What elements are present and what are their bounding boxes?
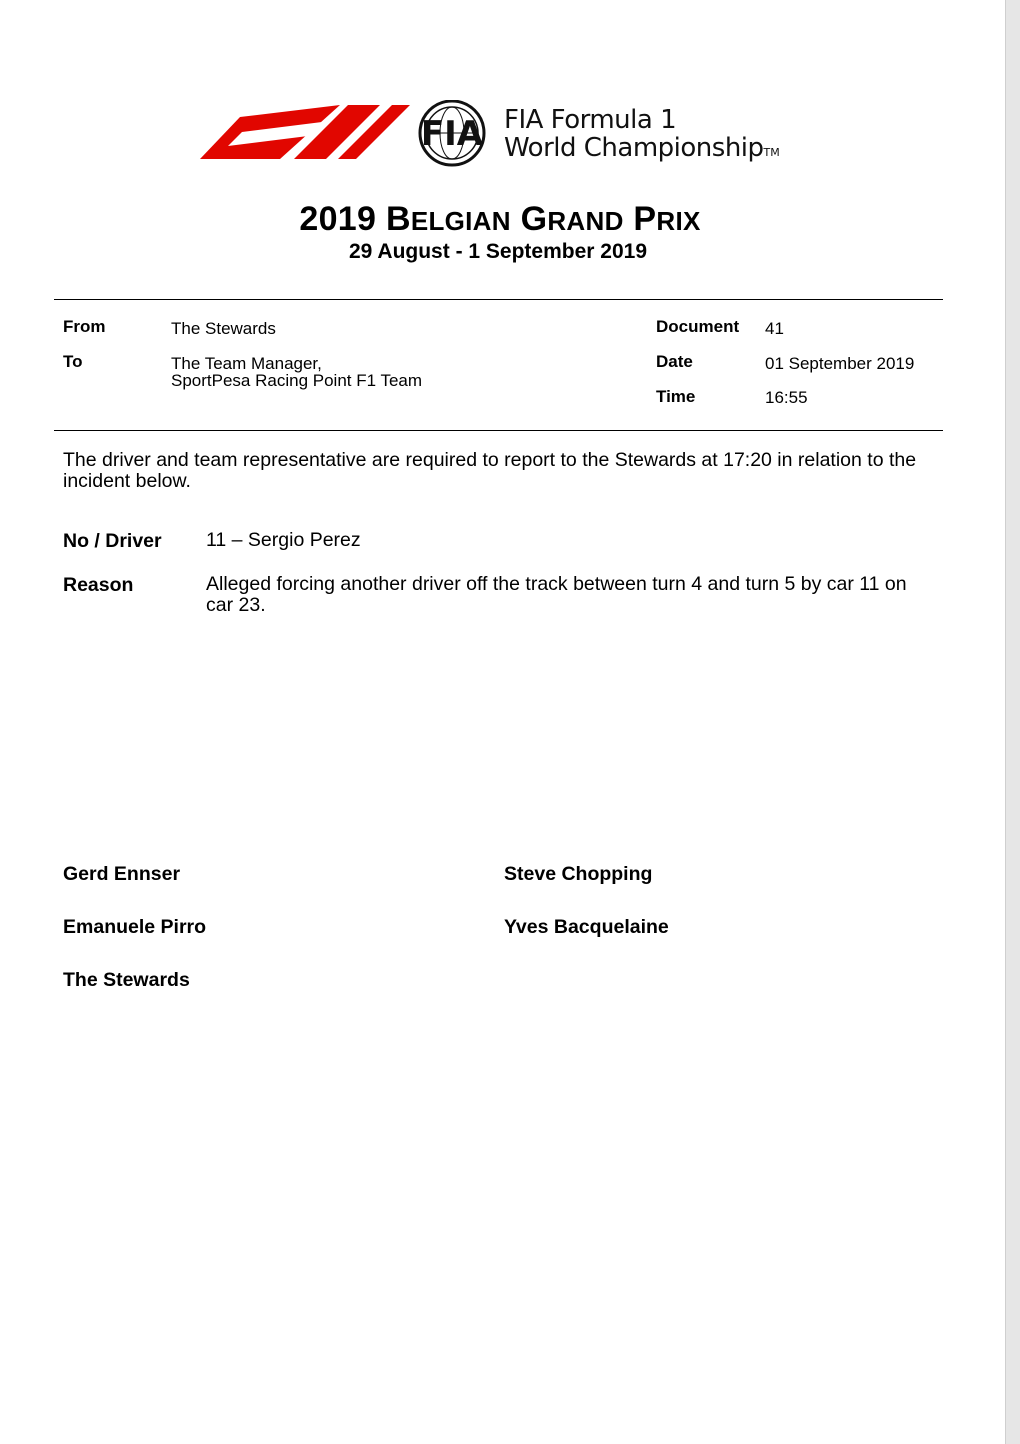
wordmark-line1: FIA Formula 1 [504,105,677,135]
page-edge [1006,0,1020,1444]
to-value-line1: The Team Manager, [171,354,322,373]
to-value-line2: SportPesa Racing Point F1 Team [171,371,423,390]
fia-emblem-icon [420,101,484,165]
signature-yves-bacquelaine: Yves Bacquelaine [504,916,669,938]
fia-mark-text: FIA [420,114,484,154]
trademark-mark: TM [763,146,780,159]
title-year: 2019 [299,200,377,238]
signature-steve-chopping: Steve Chopping [504,863,653,885]
from-value: The Stewards [171,319,276,338]
document-value: 41 [765,319,784,338]
wordmark-line2-text: World Championship [504,133,764,163]
driver-value: 11 – Sergio Perez [206,529,361,551]
to-label: To [63,352,83,371]
reason-value: Alleged forcing another driver off the track between turn 4 and turn 5 by car 11 on car 23. [206,573,907,616]
driver-label: No / Driver [63,530,162,552]
wordmark-line2 [504,134,780,167]
date-value: 01 September 2019 [765,354,915,373]
title-rand: RAND [547,206,624,236]
signature-gerd-ennser: Gerd Ennser [63,863,181,885]
time-value: 16:55 [765,388,808,407]
date-label: Date [656,352,693,371]
event-title [0,200,1000,239]
title-rix: RIX [656,206,701,236]
title-g: G [520,200,548,238]
header-bottom-rule [54,430,943,431]
title-elgian: ELGIAN [410,206,511,236]
title-b: B [385,200,411,238]
title-p: P [633,200,657,238]
signature-the-stewards: The Stewards [63,969,190,991]
championship-wordmark [504,106,780,167]
header-top-rule [54,299,943,300]
from-label: From [63,317,106,336]
intro-paragraph: The driver and team representative are required to report to the Stewards at 17:20 in relation to the incident below. [63,449,917,492]
time-label: Time [656,387,696,406]
reason-label: Reason [63,574,134,596]
event-dates: 29 August - 1 September 2019 [349,240,647,263]
document-label: Document [656,317,740,336]
signature-emanuele-pirro: Emanuele Pirro [63,916,207,938]
